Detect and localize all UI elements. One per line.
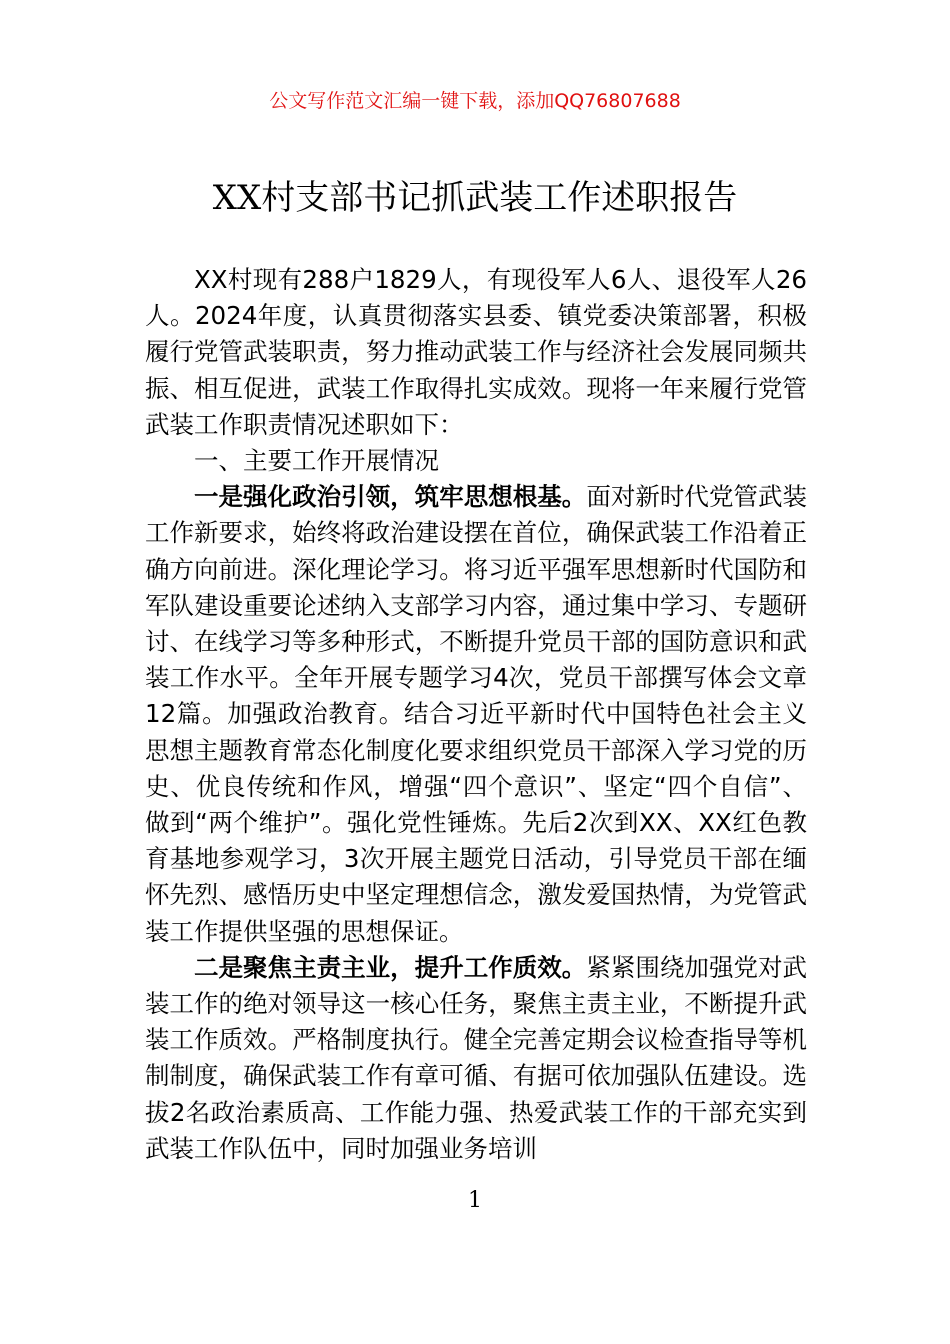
- point-two-paragraph: [145, 950, 807, 1167]
- point-one-text: 面对新时代党管武装工作新要求，始终将政治建设摆在首位，确保武装工作沿着正确方向前进。深化理论学习。将习近平强军思想新时代国防和军队建设重要论述纳入支部学习内容，通过集中学习、专题研讨、在线学习等多种形式，不断提升党员干部的国防意识和武装工作水平。全年开展专题学习4次，党员干部撰写体会文章12篇。加强政治教育。结合习近平新时代中国特色社会主义思想主题教育常态化制度化要求组织党员干部深入学习党的历史、优良传统和作风，增强“四个意识”、坚定“四个自信”、做到“两个维护”。强化党性锤炼。先后2次到XX、XX红色教育基地参观学习，3次开展主题党日活动，引导党员干部在缅怀先烈、感悟历史中坚定理想信念，激发爱国热情，为党管武装工作提供坚强的思想保证。: [145, 482, 808, 946]
- document-body: [145, 262, 807, 1167]
- point-two-text: 紧紧围绕加强党对武装工作的绝对领导这一核心任务，聚焦主责主业，不断提升武装工作质效。严格制度执行。健全完善定期会议检查指导等机制制度，确保武装工作有章可循、有据可依加强队伍建设。选拔2名政治素质高、工作能力强、热爱武装工作的干部充实到武装工作队伍中，同时加强业务培训: [145, 952, 808, 1163]
- point-one-lead: 一是强化政治引领，筑牢思想根基。: [194, 482, 587, 512]
- point-one-paragraph: [145, 479, 807, 950]
- intro-paragraph: XX村现有288户1829人，有现役军人6人、退役军人26人。2024年度，认真贯彻落实县委、镇党委决策部署，积极履行党管武装职责，努力推动武装工作与经济社会发展同频共振、相互促进，武装工作取得扎实成效。现将一年来履行党管武装工作职责情况述职如下：: [145, 265, 807, 439]
- download-banner: 公文写作范文汇编一键下载，添加QQ76807688: [269, 90, 681, 112]
- point-two-lead: 二是聚焦主责主业，提升工作质效。: [194, 952, 587, 982]
- section-heading: 一、主要工作开展情况: [194, 446, 439, 476]
- document-title: XX村支部书记抓武装工作述职报告: [212, 178, 738, 218]
- page-number: 1: [468, 1188, 482, 1213]
